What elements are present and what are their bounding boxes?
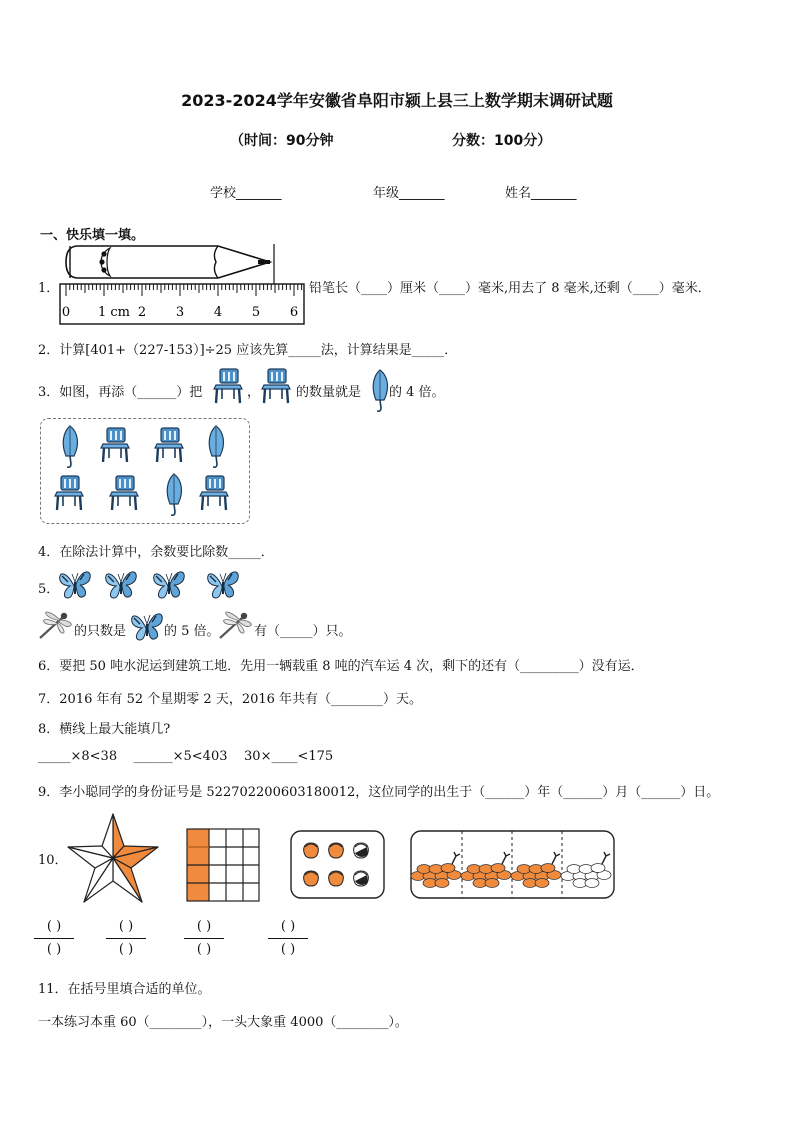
dragonfly-icon xyxy=(38,610,74,642)
chair-icon xyxy=(110,476,140,512)
denominator-blank[interactable]: ( ) xyxy=(280,942,296,957)
q5-text3: 有（_____）只。 xyxy=(254,624,352,639)
q4-text: 4．在除法计算中，余数要比除数_____． xyxy=(38,545,274,560)
numerator-blank[interactable]: ( ) xyxy=(46,919,62,934)
butterfly-icon xyxy=(206,568,240,600)
q6-text: 6．要把 50 吨水泥运到建筑工地．先用一辆载重 8 吨的汽车运 4 次，剩下的还有（_________）没有运． xyxy=(38,659,644,674)
chair-icon xyxy=(101,428,131,464)
butterfly-icon xyxy=(130,610,164,642)
fraction-bar xyxy=(34,938,74,939)
grape-card xyxy=(410,830,616,900)
fraction-answer[interactable] xyxy=(184,919,224,958)
umbrella-icon xyxy=(164,474,184,516)
fraction-bar xyxy=(184,938,224,939)
pencil-ruler-figure xyxy=(58,242,310,326)
numerator-blank[interactable]: ( ) xyxy=(196,919,212,934)
page-title: 2023-2024学年安徽省阜阳市颍上县三上数学期末调研试题 xyxy=(181,91,613,110)
grid-shape xyxy=(186,828,260,902)
q1-text: 铅笔长（____）厘米（____）毫米,用去了 8 毫米,还剩（____）毫米． xyxy=(309,281,711,296)
pencil-icon xyxy=(66,246,270,278)
star-shape xyxy=(66,812,160,904)
chair-icon xyxy=(200,476,230,512)
q3-mid2: 的数量就是 xyxy=(296,385,362,400)
exam-score: 分数：100分） xyxy=(452,133,552,149)
q11-text: 11．在括号里填合适的单位。 xyxy=(38,982,211,997)
ruler-tick-label: 4 xyxy=(213,305,223,320)
fraction-answer[interactable] xyxy=(268,919,308,958)
denominator-blank[interactable]: ( ) xyxy=(196,942,212,957)
school-field[interactable]: 学校_______ xyxy=(210,186,282,201)
umbrella-icon xyxy=(370,370,390,410)
ruler-icon xyxy=(60,284,304,324)
butterfly-icon xyxy=(104,568,138,600)
ruler-tick-label: 6 xyxy=(289,305,299,320)
ruler-tick-label: 2 xyxy=(137,305,147,320)
ruler-tick-label: 0 xyxy=(61,305,71,320)
section-title: 一、快乐填一填。 xyxy=(40,228,145,243)
numerator-blank[interactable]: ( ) xyxy=(118,919,134,934)
q5-number: 5． xyxy=(38,582,60,597)
fraction-bar xyxy=(106,938,146,939)
ruler-tick-label: 5 xyxy=(251,305,261,320)
q8-blanks: _____×8<38 ______×5<403 30×____<175 xyxy=(38,749,334,764)
q11-line: 一本练习本重 60（________），一头大象重 4000（________）。 xyxy=(38,1015,408,1030)
fraction-answer[interactable] xyxy=(34,919,74,958)
q3-post: 的 4 倍。 xyxy=(389,385,445,400)
q9-text: 9．李小聪同学的身份证号是 522702200603180012，这位同学的出生于（______）年（______）月（______）日。 xyxy=(38,785,720,800)
bean-card xyxy=(290,830,386,900)
fraction-bar xyxy=(268,938,308,939)
q1-number: 1． xyxy=(38,281,60,296)
fraction-answer[interactable] xyxy=(106,919,146,958)
q10-number: 10． xyxy=(38,853,68,868)
umbrella-icon xyxy=(60,426,80,468)
dragonfly-icon xyxy=(218,610,254,642)
chair-icon xyxy=(55,476,85,512)
grade-field[interactable]: 年级_______ xyxy=(373,186,445,201)
chair-icon xyxy=(155,428,185,464)
q8-text: 8．横线上最大能填几? xyxy=(38,722,171,737)
exam-time: （时间：90分钟 xyxy=(230,133,334,149)
q3-pre: 3．如图，再添（______）把 xyxy=(38,385,203,400)
q3-mid1: ， xyxy=(247,385,261,400)
denominator-blank[interactable]: ( ) xyxy=(118,942,134,957)
ruler-tick-label: 3 xyxy=(175,305,185,320)
denominator-blank[interactable]: ( ) xyxy=(46,942,62,957)
umbrella-icon xyxy=(206,426,226,468)
q7-text: 7．2016 年有 52 个星期零 2 天，2016 年共有（________）天。 xyxy=(38,692,423,707)
butterfly-icon xyxy=(58,568,92,600)
chair-icon xyxy=(214,369,244,405)
butterfly-icon xyxy=(152,568,186,600)
numerator-blank[interactable]: ( ) xyxy=(280,919,296,934)
ruler-tick-label: 1 cm xyxy=(97,305,131,320)
q5-text2: 的 5 倍。 xyxy=(164,624,220,639)
q2-text: 2．计算[401+（227-153）]÷25 应该先算_____法，计算结果是_____． xyxy=(38,343,458,358)
q5-text1: 的只数是 xyxy=(74,624,127,639)
chair-icon xyxy=(262,369,292,405)
name-field[interactable]: 姓名_______ xyxy=(505,186,577,201)
